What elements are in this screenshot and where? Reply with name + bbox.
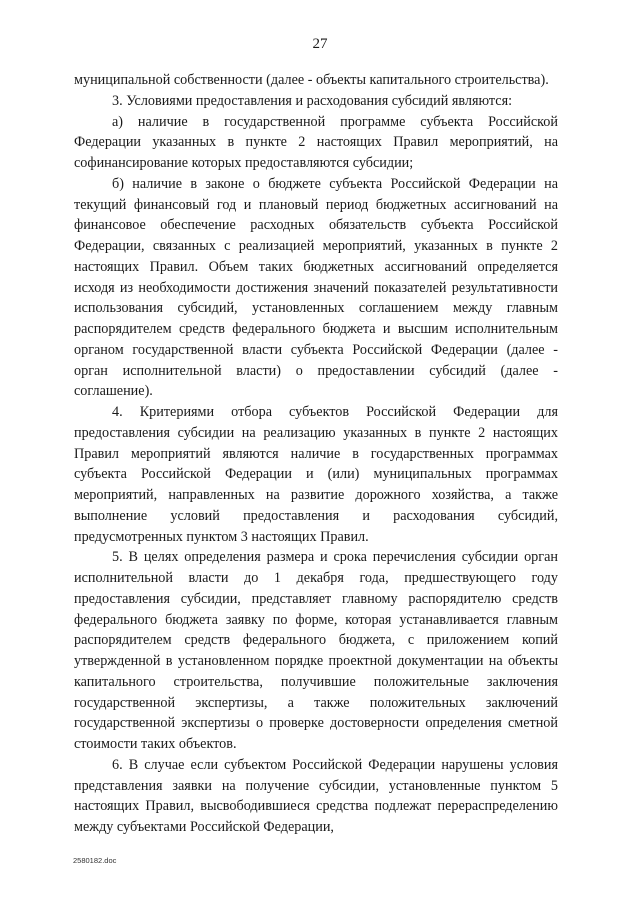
paragraph-6-redistribution: 6. В случае если субъектом Российской Федерации нарушены условия представления заявки на получение субсидии, установленные пунктом 5 настоящих Правил, высвободившиеся средства подлежат перераспределению между субъектами Российской Федерации, xyxy=(74,756,558,835)
paragraph-continuation: муниципальной собственности (далее - объекты капитального строительства). xyxy=(74,72,549,88)
footer-file-code: 2580182.doc xyxy=(73,856,117,865)
page-number: 27 xyxy=(312,36,328,52)
paragraph-3b: б) наличие в законе о бюджете субъекта Российской Федерации на текущий финансовый год и плановый период бюджетных ассигнований на финансовое обеспечение расходных обязательств субъекта Российской Федерации, связанных с реализацией мероприятий, указанных в пункте 2 настоящих Правил. Объем таких бюджетных ассигнований определяется исходя из необходимости достижения значений показателей результативности использования субсидий, установленных соглашением между главным распорядителем средств федерального бюджета и высшим исполнительным органом государственной власти субъекта Российской Федерации (далее - орган исполнительной власти) о предоставлении субсидий (далее - соглашение). xyxy=(74,175,558,400)
paragraph-4-criteria: 4. Критериями отбора субъектов Российской Федерации для предоставления субсидии на реализацию указанных в пункте 2 настоящих Правил мероприятий являются наличие в государственных программах субъекта Российской Федерации и (или) муниципальных программах мероприятий, направленных на развитие дорожного хозяйства, а также выполнение условий предоставления и расходования субсидий, предусмотренных пунктом 3 настоящих Правил. xyxy=(74,404,558,545)
paragraph-5-application: 5. В целях определения размера и срока перечисления субсидии орган исполнительной власти до 1 декабря года, предшествующего году предоставления субсидии, представляет главному распорядителю средств федерального бюджета заявку по форме, которая устанавливается главным распорядителем средств федерального бюджета, с приложением копий утвержденной в установленном порядке проектной документации на объекты капитального строительства, получившие положительные заключения государственной экспертизы, а также положительных заключений государственной экспертизы о проверке достоверности определения сметной стоимости таких объектов. xyxy=(74,549,558,752)
paragraph-3a: а) наличие в государственной программе субъекта Российской Федерации указанных в пункте 2 настоящих Правил мероприятий, на софинансирование которых предоставляются субсидии; xyxy=(74,113,558,171)
paragraph-3-conditions: 3. Условиями предоставления и расходования субсидий являются: xyxy=(112,92,513,109)
document-body xyxy=(74,70,558,838)
